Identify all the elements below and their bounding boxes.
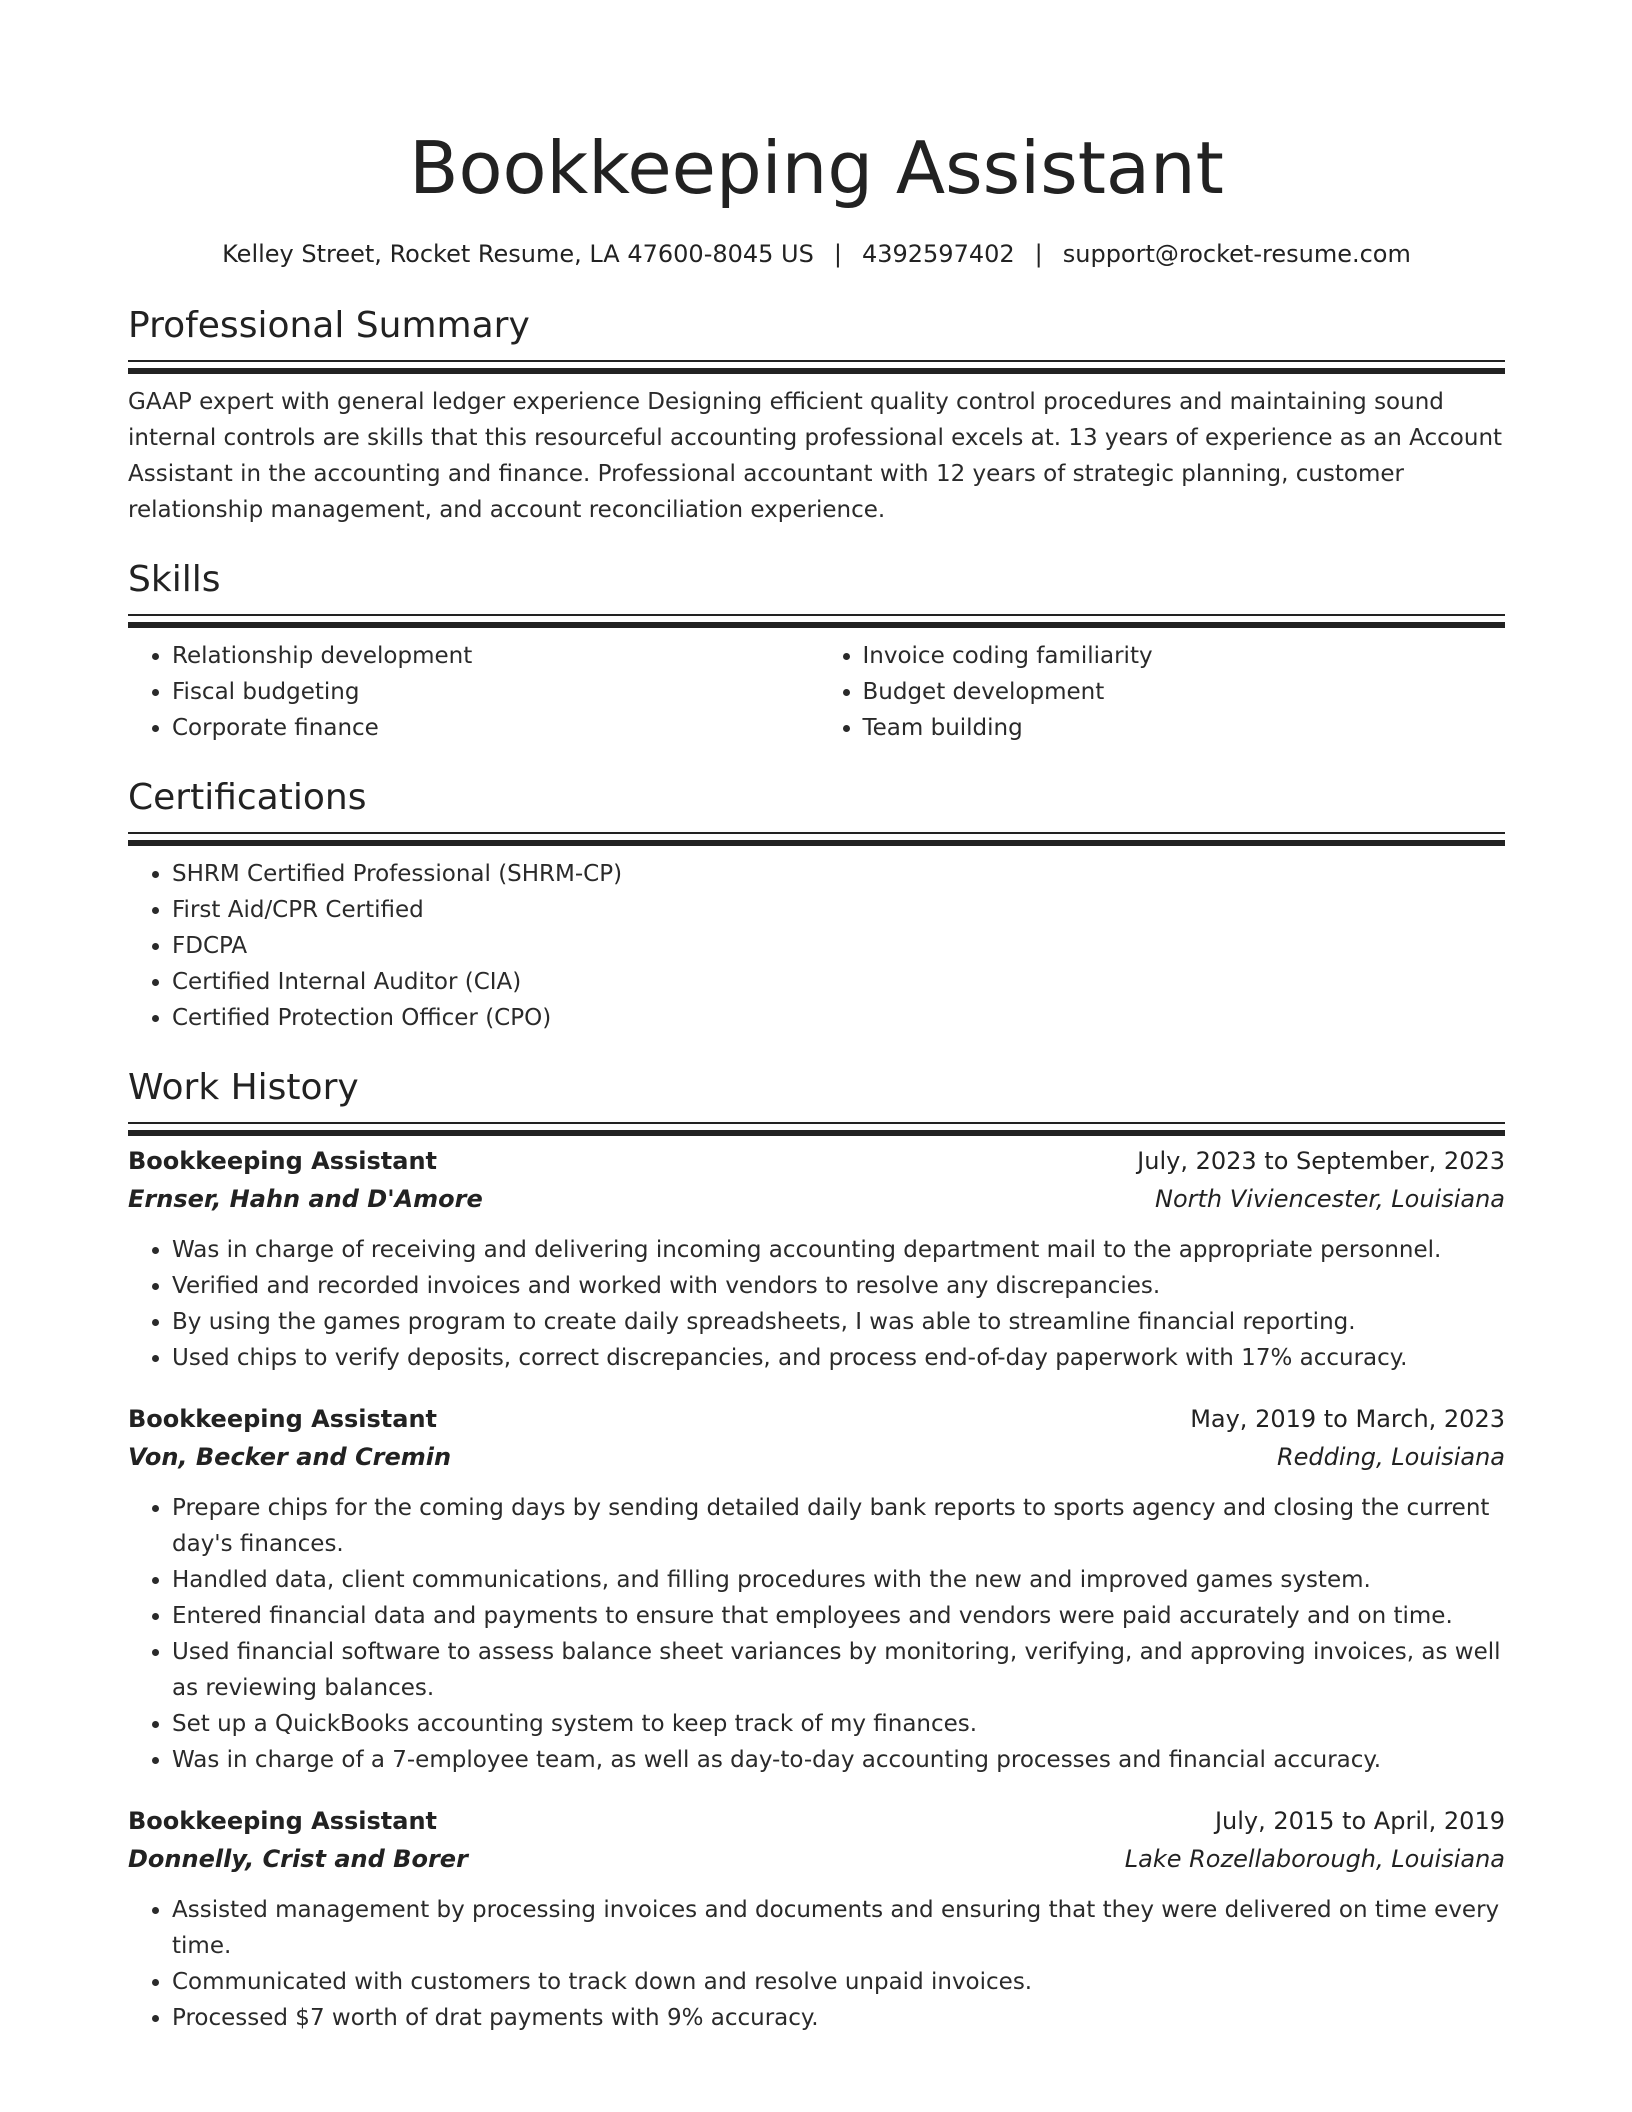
job-company: Ernser, Hahn and D'Amore xyxy=(128,1185,483,1213)
skill-item: • Fiscal budgeting xyxy=(172,674,817,710)
resume-page xyxy=(128,0,1505,2036)
contact-line xyxy=(128,238,1505,270)
section-divider xyxy=(128,1122,1505,1138)
job-bullet: • Assisted management by processing invoices and documents and ensuring that they were delivered on time every time. xyxy=(172,1892,1505,1964)
contact-email[interactable]: support@rocket-resume.com xyxy=(1062,240,1411,268)
job-location: North Viviencester, Louisiana xyxy=(1155,1185,1505,1213)
section-title-work-history: Work History xyxy=(128,1067,359,1108)
certification-item: • FDCPA xyxy=(172,928,1505,964)
skill-item: • Team building xyxy=(863,710,1506,746)
section-title-certifications: Certifications xyxy=(128,777,367,818)
job-location: Lake Rozellaborough, Louisiana xyxy=(1124,1845,1505,1873)
resume-name: Bookkeeping Assistant xyxy=(409,126,1224,210)
job-header-row xyxy=(128,1802,1505,1840)
job-bullet: • Used financial software to assess balance sheet variances by monitoring, verifying, and approving invoices, as well as reviewing balances. xyxy=(172,1634,1505,1706)
section-title-skills: Skills xyxy=(128,559,221,600)
certification-item: • First Aid/CPR Certified xyxy=(172,892,1505,928)
job-dates: July, 2023 to September, 2023 xyxy=(1137,1147,1505,1175)
section-divider xyxy=(128,360,1505,376)
certification-item: • Certified Internal Auditor (CIA) xyxy=(172,964,1505,1000)
job-bullet: • By using the games program to create daily spreadsheets, I was able to streamline financial reporting. xyxy=(172,1304,1505,1340)
skill-item: • Relationship development xyxy=(172,638,817,674)
job-bullet: • Used chips to verify deposits, correct discrepancies, and process end-of-day paperwork with 17% accuracy. xyxy=(172,1340,1505,1376)
job-subheader-row xyxy=(128,1438,1505,1476)
job-location: Redding, Louisiana xyxy=(1276,1443,1505,1471)
skills-grid xyxy=(128,638,1505,746)
job-subheader-row xyxy=(128,1840,1505,1878)
contact-address: Kelley Street, Rocket Resume, LA 47600-8045 US xyxy=(222,240,814,268)
job-bullet: • Was in charge of a 7-employee team, as well as day-to-day accounting processes and financial accuracy. xyxy=(172,1742,1505,1778)
job-dates: July, 2015 to April, 2019 xyxy=(1214,1807,1505,1835)
job-bullet: • Set up a QuickBooks accounting system to keep track of my finances. xyxy=(172,1706,1505,1742)
section-divider xyxy=(128,614,1505,630)
skill-item: • Budget development xyxy=(863,674,1506,710)
section-title-summary: Professional Summary xyxy=(128,305,530,346)
job-header-row xyxy=(128,1400,1505,1438)
work-history-section xyxy=(128,1066,1505,2036)
contact-separator: | xyxy=(1034,240,1043,268)
contact-separator: | xyxy=(833,240,842,268)
job-company: Von, Becker and Cremin xyxy=(128,1443,452,1471)
job-bullet: • Processed $7 worth of drat payments with 9% accuracy. xyxy=(172,2000,1505,2036)
job-bullet: • Verified and recorded invoices and worked with vendors to resolve any discrepancies. xyxy=(172,1268,1505,1304)
job-bullet: • Was in charge of receiving and delivering incoming accounting department mail to the appropriate personnel. xyxy=(172,1232,1505,1268)
skills-column-left xyxy=(128,638,817,746)
contact-phone: 4392597402 xyxy=(861,240,1015,268)
skill-item: • Invoice coding familiarity xyxy=(863,638,1506,674)
job-company: Donnelly, Crist and Borer xyxy=(128,1845,468,1873)
job-bullet: • Handled data, client communications, and filling procedures with the new and improved games system. xyxy=(172,1562,1505,1598)
skills-column-right xyxy=(817,638,1506,746)
job-subheader-row xyxy=(128,1180,1505,1218)
certification-item: • SHRM Certified Professional (SHRM-CP) xyxy=(172,856,1505,892)
job-entry xyxy=(128,1802,1505,2036)
job-title: Bookkeeping Assistant xyxy=(128,1405,438,1433)
job-bullet: • Prepare chips for the coming days by sending detailed daily bank reports to sports agency and closing the current day's finances. xyxy=(172,1490,1505,1562)
job-title: Bookkeeping Assistant xyxy=(128,1147,438,1175)
certification-item: • Certified Protection Officer (CPO) xyxy=(172,1000,1505,1036)
job-header-row xyxy=(128,1142,1505,1180)
skill-item: • Corporate finance xyxy=(172,710,817,746)
job-entry xyxy=(128,1142,1505,1376)
summary-text: GAAP expert with general ledger experience Designing efficient quality control procedures and maintaining sound internal controls are skills that this resourceful accounting professional excels at. 13 years of experience as an Account Assistant in the accounting and finance. Professional accountant with 12 years of strategic planning, customer relationship management, and account reconciliation experience. xyxy=(128,389,1503,523)
section-divider xyxy=(128,832,1505,848)
job-dates: May, 2019 to March, 2023 xyxy=(1190,1405,1505,1433)
job-bullet: • Communicated with customers to track down and resolve unpaid invoices. xyxy=(172,1964,1505,2000)
job-title: Bookkeeping Assistant xyxy=(128,1807,438,1835)
skills-section xyxy=(128,558,1505,746)
summary-section xyxy=(128,304,1505,528)
certifications-section xyxy=(128,776,1505,1036)
job-bullet: • Entered financial data and payments to ensure that employees and vendors were paid accurately and on time. xyxy=(172,1598,1505,1634)
job-entry xyxy=(128,1400,1505,1778)
